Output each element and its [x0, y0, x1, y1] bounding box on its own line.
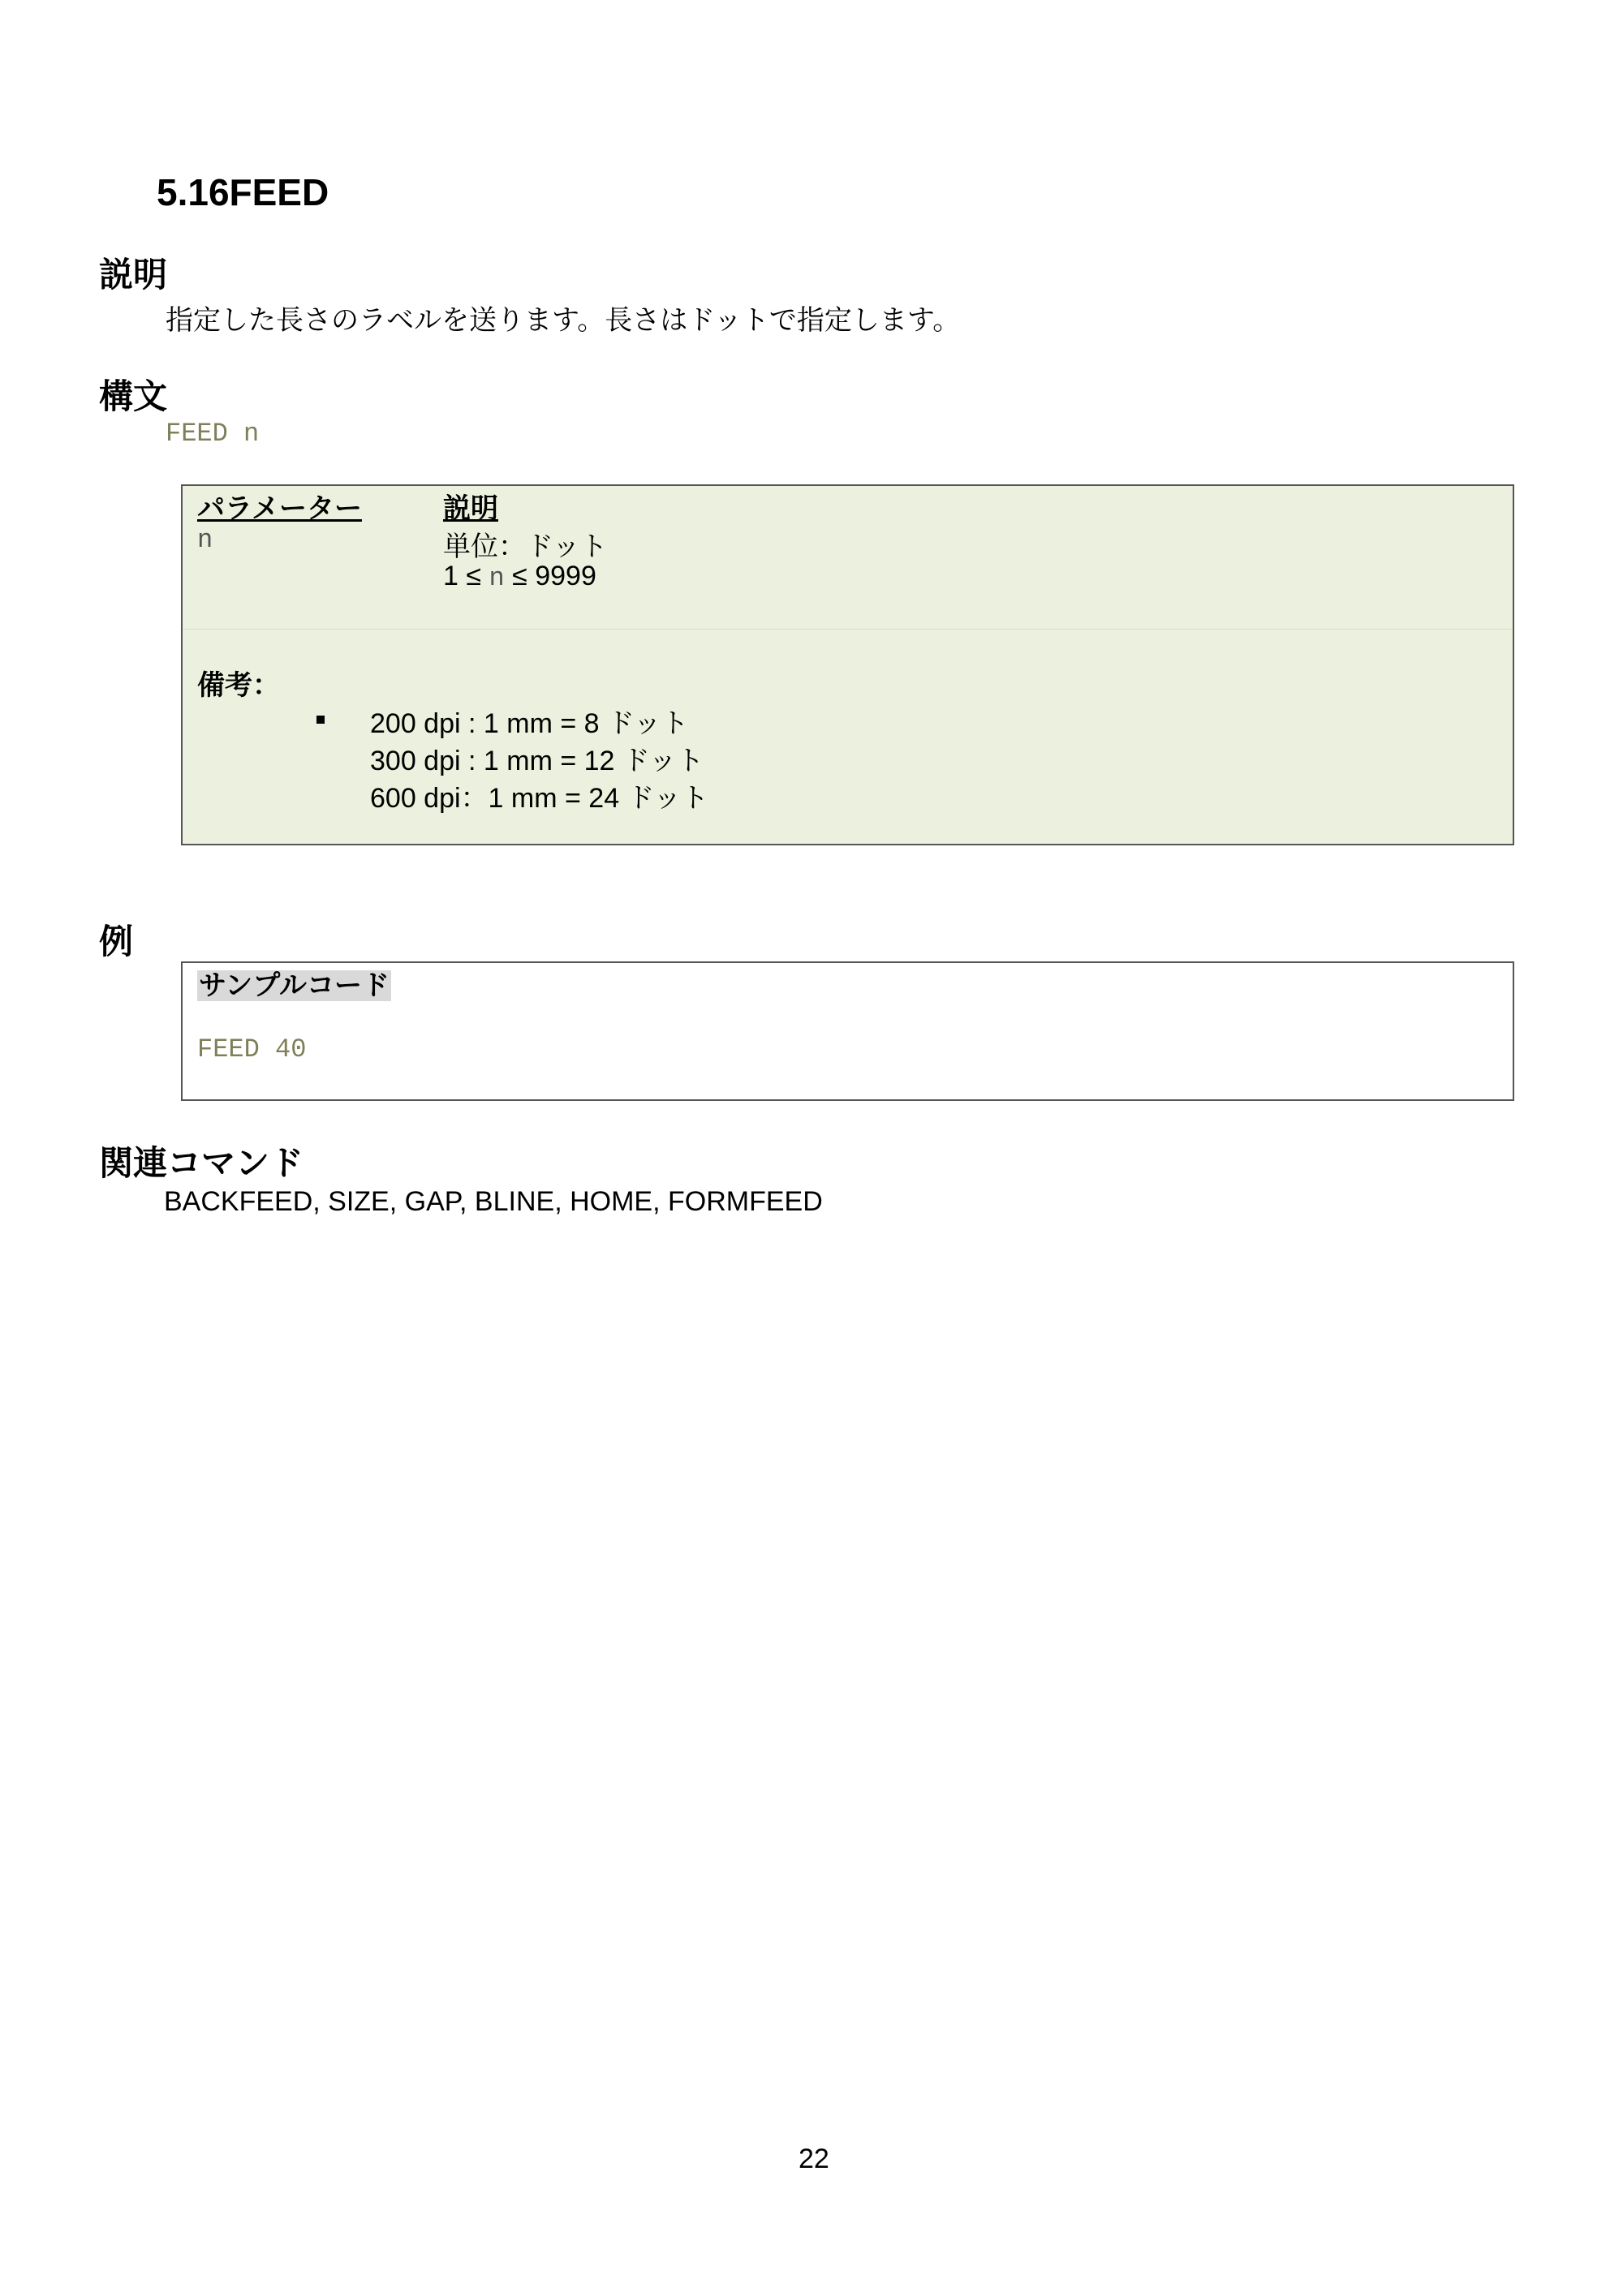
param-unit: 単位：ドット [443, 531, 608, 562]
example-heading: 例 [99, 922, 134, 961]
syntax-code: FEED n [166, 419, 260, 449]
section-title [157, 170, 329, 214]
parameter-table [181, 484, 1514, 845]
description-heading: 説明 [99, 256, 168, 294]
sample-code-label: サンプルコード [199, 970, 390, 1001]
remarks-label: 備考： [197, 670, 280, 701]
param-name: n [197, 525, 213, 555]
page-number: 22 [799, 2143, 829, 2174]
section-number: 5.16 [157, 171, 230, 213]
sample-code: FEED 40 [197, 1034, 307, 1064]
remark-line: 300 dpi : 1 mm = 12 ドット [370, 746, 704, 776]
sample-code-box [181, 961, 1514, 1101]
remark-line: 200 dpi : 1 mm = 8 ドット [370, 708, 689, 739]
remark-bullet [316, 716, 325, 724]
range-suffix: ≤ 9999 [504, 561, 596, 591]
description-column-header: 説明 [443, 493, 498, 524]
param-range [443, 561, 596, 593]
related-commands-list: BACKFEED, SIZE, GAP, BLINE, HOME, FORMFEED [164, 1186, 823, 1217]
section-name: FEED [229, 171, 329, 213]
table-divider [183, 629, 1513, 630]
remark-line: 600 dpi：1 mm = 24 ドット [370, 783, 709, 814]
range-prefix: 1 ≤ [443, 561, 489, 591]
syntax-heading: 構文 [99, 377, 168, 415]
description-text: 指定した長さのラベルを送ります。長さはドットで指定します。 [166, 305, 961, 336]
param-column-header: パラメーター [197, 493, 362, 524]
related-commands-heading: 関連コマンド [99, 1144, 304, 1182]
range-variable: n [489, 563, 505, 593]
